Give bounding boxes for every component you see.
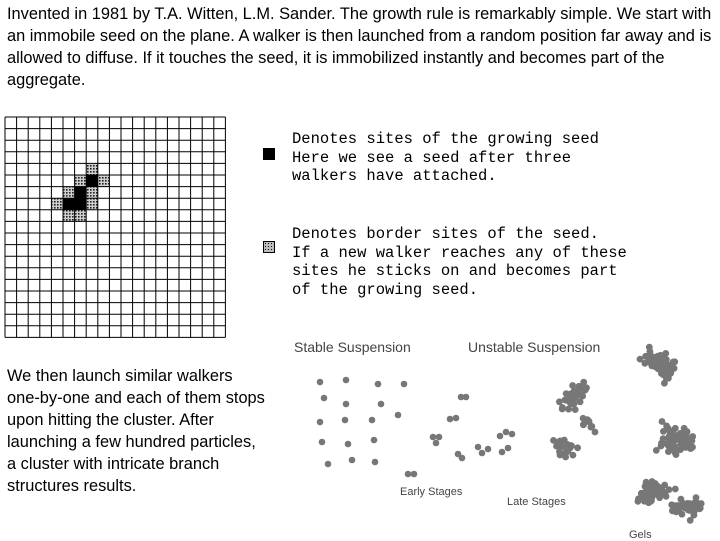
early-cluster-particle bbox=[503, 429, 510, 436]
border-legend-line-4: of the growing seed. bbox=[292, 280, 479, 299]
early-cluster-particle bbox=[447, 416, 454, 423]
aggregate-particle bbox=[667, 369, 674, 376]
aggregate-particle bbox=[566, 393, 573, 400]
early-cluster-particle bbox=[475, 444, 482, 451]
aggregate-particle bbox=[649, 484, 656, 491]
aggregate-particle bbox=[663, 493, 670, 500]
seed-legend-line-1: Denotes sites of the growing seed bbox=[292, 130, 599, 148]
border-legend-line-2: If a new walker reaches any of these bbox=[292, 243, 627, 262]
aggregate-particle bbox=[684, 428, 691, 435]
aggregate-particle bbox=[660, 435, 667, 442]
seed-legend-line-3: walkers have attached. bbox=[292, 167, 497, 185]
intro-paragraph: Invented in 1981 by T.A. Witten, L.M. Sander. The growth rule is remarkably simple. We start with an immobile seed on the plane. A walker is then launched from a random position far away and is allowed to diffuse. If it touches the seed, it is immobilized instantly and becomes part of the aggregate. bbox=[7, 5, 712, 89]
aggregate-particle bbox=[578, 392, 585, 399]
early-cluster-particle bbox=[499, 449, 506, 456]
early-cluster-particle bbox=[485, 446, 492, 453]
aggregate-particle bbox=[696, 506, 703, 513]
stable-particle bbox=[375, 381, 382, 388]
stable-particle bbox=[378, 401, 385, 408]
aggregate-particle bbox=[550, 437, 557, 444]
aggregate-particle bbox=[661, 380, 668, 387]
aggregate-particle bbox=[670, 443, 677, 450]
aggregate-particle bbox=[665, 448, 672, 455]
aggregate-particle bbox=[649, 478, 656, 485]
early-cluster-particle bbox=[509, 431, 516, 438]
early-cluster-particle bbox=[497, 433, 504, 440]
aggregate-particle bbox=[556, 438, 563, 445]
aggregate-particle bbox=[656, 494, 663, 501]
aggregate-particle bbox=[661, 363, 668, 370]
aggregate-particle bbox=[583, 384, 590, 391]
early-cluster-particle bbox=[463, 394, 470, 401]
aggregate-particle bbox=[568, 442, 575, 449]
gels-label: Gels bbox=[629, 529, 652, 541]
aggregate-particle bbox=[589, 423, 596, 430]
aggregate-particle bbox=[572, 406, 579, 413]
stable-particle bbox=[343, 401, 350, 408]
aggregate-particle bbox=[668, 363, 675, 370]
aggregate-particle bbox=[643, 479, 650, 486]
stable-particle bbox=[369, 417, 376, 424]
early-cluster-particle bbox=[433, 440, 440, 447]
early-cluster-particle bbox=[453, 415, 460, 422]
aggregate-particle bbox=[686, 500, 693, 507]
stable-particle bbox=[317, 419, 324, 426]
aggregate-particle bbox=[659, 418, 666, 425]
stable-particle bbox=[321, 395, 328, 402]
stable-particle bbox=[317, 379, 324, 386]
aggregate-particle bbox=[572, 395, 579, 402]
aggregate-particle bbox=[652, 356, 659, 363]
aggregate-particle bbox=[684, 440, 691, 447]
aggregate-particle bbox=[565, 406, 572, 413]
early-cluster-particle bbox=[459, 455, 466, 462]
aggregate-particle bbox=[647, 348, 654, 355]
aggregate-particle bbox=[677, 430, 684, 437]
stable-particle bbox=[325, 461, 332, 468]
aggregate-particle bbox=[694, 500, 701, 507]
aggregate-particle bbox=[672, 486, 679, 493]
stable-particle bbox=[372, 459, 379, 466]
border-legend-line-1: Denotes border sites of the seed. bbox=[292, 225, 599, 243]
aggregate-particle bbox=[570, 452, 577, 459]
aggregate-particle bbox=[559, 406, 566, 413]
early-cluster-particle bbox=[505, 445, 512, 452]
aggregate-particle bbox=[666, 433, 673, 440]
stable-particle bbox=[345, 441, 352, 448]
aggregate-particle bbox=[574, 444, 581, 451]
aggregate-particle bbox=[657, 352, 664, 359]
stable-particle bbox=[395, 412, 402, 419]
aggregate-particle bbox=[562, 454, 569, 461]
stable-particle bbox=[371, 437, 378, 444]
stable-particle bbox=[343, 377, 350, 384]
early-cluster-particle bbox=[436, 434, 443, 441]
seed-legend-line-2: Here we see a seed after three bbox=[292, 148, 572, 167]
aggregate-particle bbox=[648, 494, 655, 501]
aggregate-particle bbox=[671, 502, 678, 509]
early-stages-label: Early Stages bbox=[400, 486, 463, 498]
aggregate-particle bbox=[661, 371, 668, 378]
late-stages-label: Late Stages bbox=[507, 496, 566, 508]
stable-particle bbox=[342, 417, 349, 424]
aggregate-particle bbox=[687, 517, 694, 524]
stable-particle bbox=[401, 381, 408, 388]
border-legend-line-3: sites he sticks on and becomes part bbox=[292, 262, 618, 280]
aggregate-particle bbox=[653, 447, 660, 454]
stable-particle bbox=[349, 457, 356, 464]
body-paragraph: We then launch similar walkers one-by-one and each of them stops upon hitting the cluster. After launching a few hundred particles, a cluster with intricate branch structures results. bbox=[7, 367, 265, 495]
unstable-suspension-label: Unstable Suspension bbox=[468, 339, 601, 355]
early-cluster-particle bbox=[411, 471, 418, 478]
early-cluster-particle bbox=[430, 434, 437, 441]
early-cluster-particle bbox=[405, 471, 412, 478]
aggregate-particle bbox=[635, 495, 642, 502]
stable-particle bbox=[319, 439, 326, 446]
stable-suspension-label: Stable Suspension bbox=[294, 339, 411, 355]
aggregate-particle bbox=[680, 501, 687, 508]
early-cluster-particle bbox=[479, 450, 486, 457]
aggregate-particle bbox=[642, 360, 649, 367]
